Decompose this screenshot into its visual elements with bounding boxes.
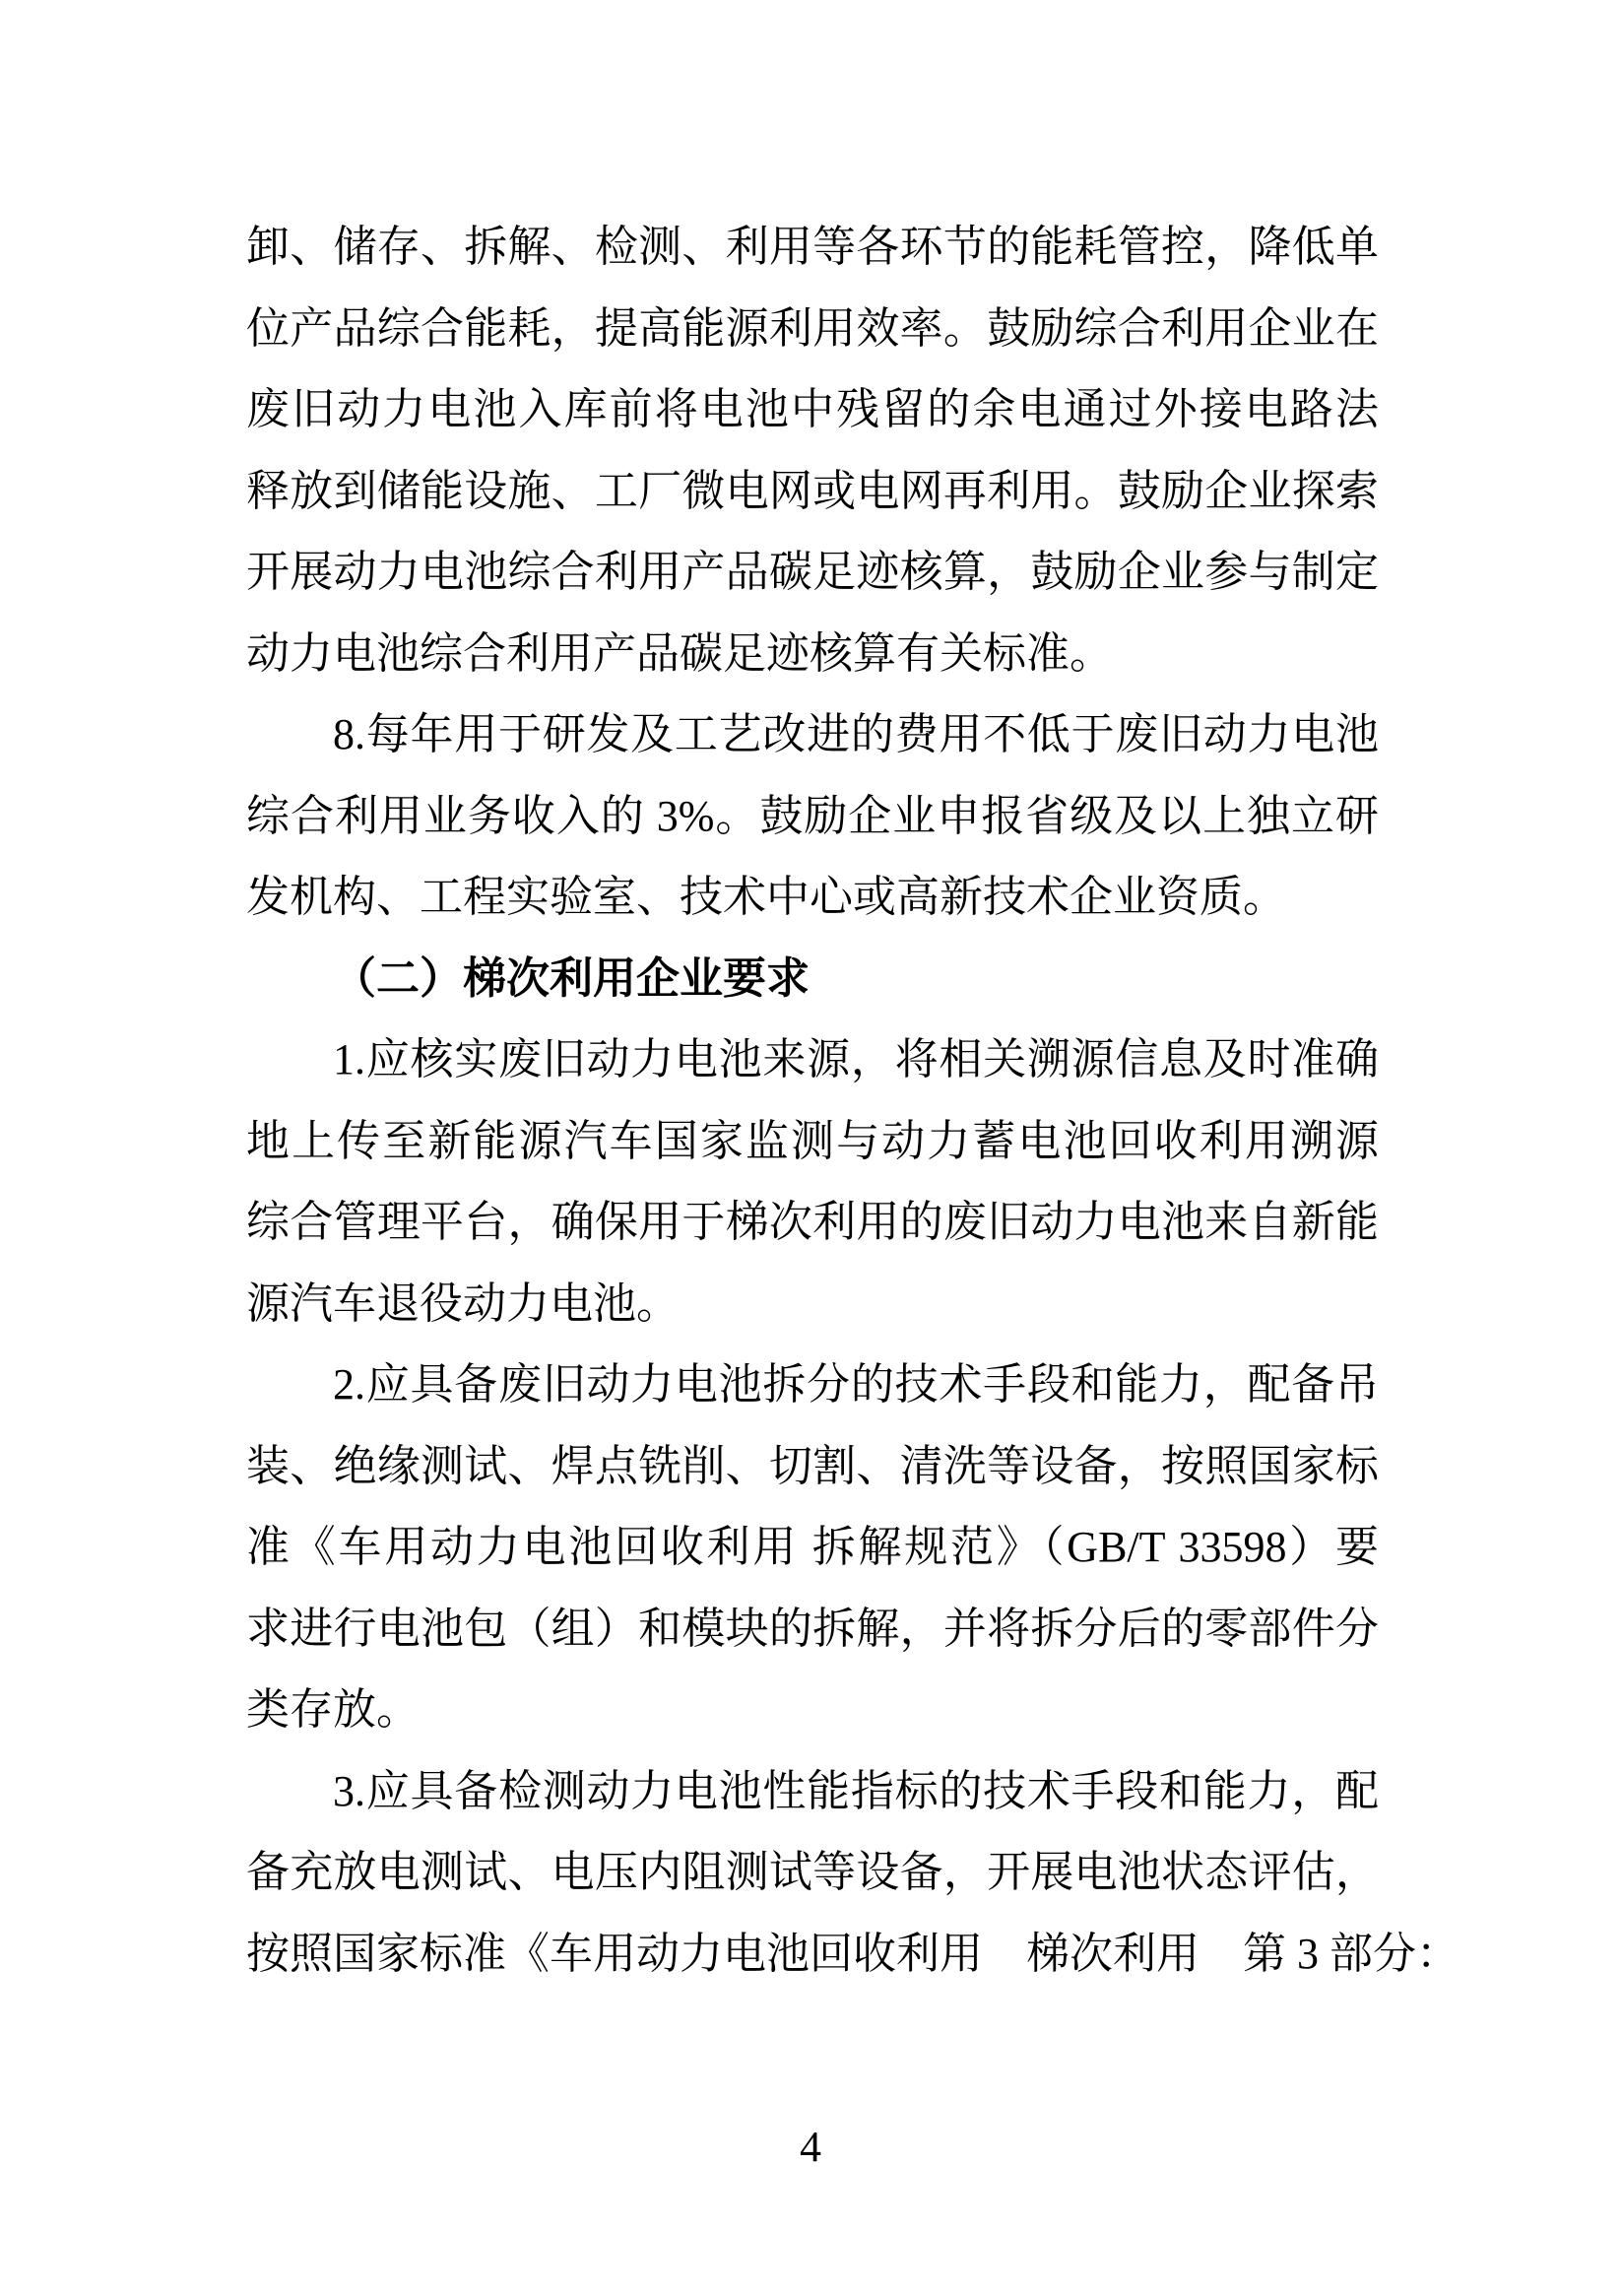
text-line-4: 释放到储能设施、工厂微电网或电网再利用。鼓励企业探索 — [246, 466, 1379, 515]
page-number: 4 — [800, 2123, 821, 2171]
text-line-21: 备充放电测试、电压内阻测试等设备，开展电池状态评估， — [246, 1848, 1379, 1896]
page-footer — [0, 2123, 1621, 2171]
text-line-3: 废旧动力电池入库前将电池中残留的余电通过外接电路法 — [246, 385, 1379, 433]
text-line-7: 8.每年用于研发及工艺改进的费用不低于废旧动力电池 — [333, 710, 1379, 758]
text-line-18: 求进行电池包（组）和模块的拆解，并将拆分后的零部件分 — [246, 1604, 1379, 1653]
text-line-10: （二）梯次利用企业要求 — [333, 953, 810, 1003]
text-line-19: 类存放。 — [246, 1685, 420, 1734]
text-line-11: 1.应核实废旧动力电池来源，将相关溯源信息及时准确 — [333, 1035, 1379, 1083]
text-line-6: 动力电池综合利用产品碳足迹核算有关标准。 — [246, 628, 1113, 678]
document-body — [246, 207, 1459, 1995]
text-line-13: 综合管理平台，确保用于梯次利用的废旧动力电池来自新能 — [246, 1198, 1379, 1246]
text-line-16: 装、绝缘测试、焊点铣削、切割、清洗等设备，按照国家标 — [246, 1441, 1379, 1490]
text-line-1: 卸、储存、拆解、检测、利用等各环节的能耗管控，降低单 — [246, 223, 1379, 271]
text-line-22: 按照国家标准《车用动力电池回收利用 梯次利用 第 3 部分： — [246, 1929, 1459, 1978]
text-line-5: 开展动力电池综合利用产品碳足迹核算，鼓励企业参与制定 — [246, 548, 1379, 596]
text-line-15: 2.应具备废旧动力电池拆分的技术手段和能力，配备吊 — [333, 1360, 1379, 1409]
text-line-20: 3.应具备检测动力电池性能指标的技术手段和能力，配 — [333, 1766, 1379, 1815]
text-line-17: 准《车用动力电池回收利用 拆解规范》（GB/T 33598）要 — [246, 1523, 1379, 1571]
text-line-9: 发机构、工程实验室、技术中心或高新技术企业资质。 — [246, 873, 1286, 921]
text-line-12: 地上传至新能源汽车国家监测与动力蓄电池回收利用溯源 — [246, 1116, 1379, 1165]
text-line-8: 综合利用业务收入的 3%。鼓励企业申报省级及以上独立研 — [246, 791, 1379, 840]
text-line-14: 源汽车退役动力电池。 — [246, 1279, 680, 1328]
text-line-2: 位产品综合能耗，提高能源利用效率。鼓励综合利用企业在 — [246, 303, 1379, 353]
